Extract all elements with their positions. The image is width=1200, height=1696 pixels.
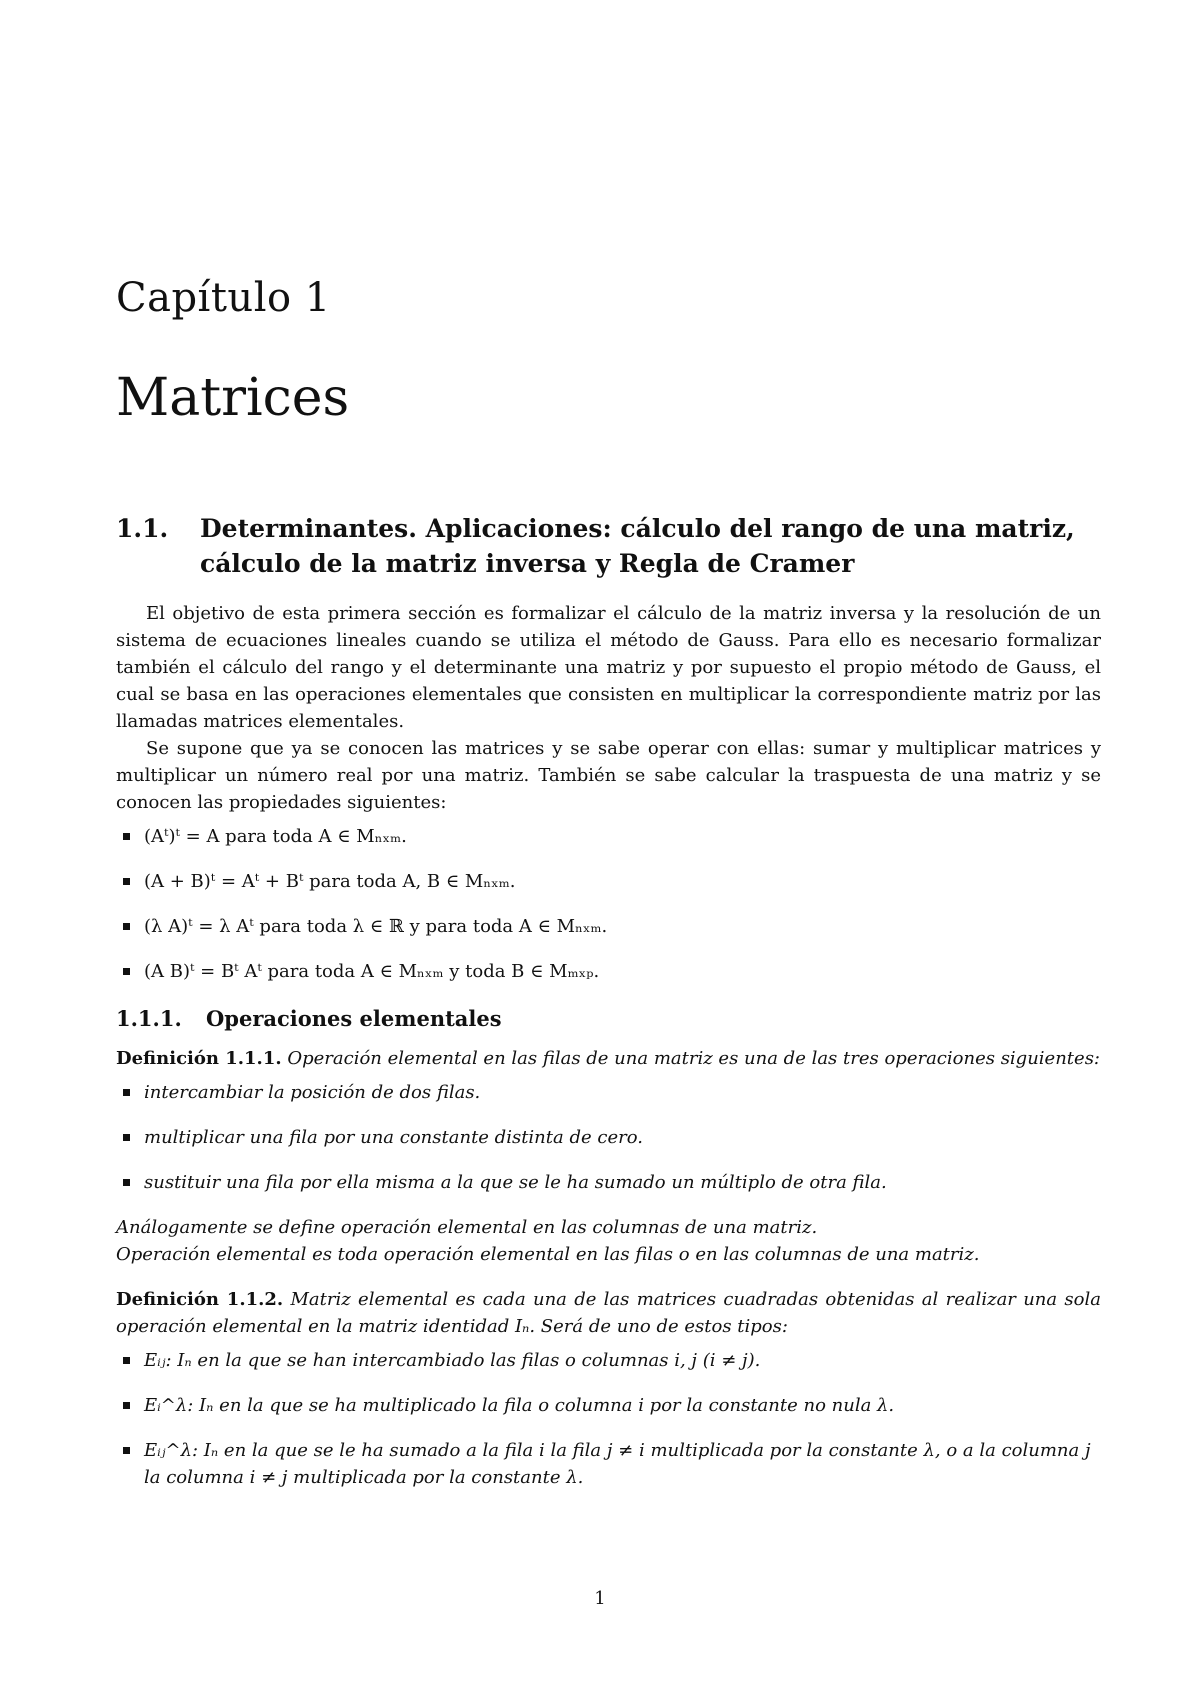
chapter-label: Capítulo 1 xyxy=(116,275,331,321)
property-text: (λ A)ᵗ = λ Aᵗ para toda λ ∈ ℝ y para toda A ∈ Mₙₓₘ. xyxy=(144,916,608,937)
paragraph: Se supone que ya se conocen las matrices y se sabe operar con ellas: sumar y multiplicar matrices y multiplicar un número real por una matriz. También se sabe calcular la traspuesta de una matriz y se conocen las propiedades siguientes: xyxy=(116,738,1101,813)
bullet-icon xyxy=(123,1402,130,1409)
section-heading xyxy=(116,511,1101,581)
property-text: (A + B)ᵗ = Aᵗ + Bᵗ para toda A, B ∈ Mₙₓₘ. xyxy=(144,871,516,892)
subsection-title: Operaciones elementales xyxy=(206,1006,502,1031)
item-text: intercambiar la posición de dos filas. xyxy=(144,1082,481,1103)
definition-note: Análogamente se define operación elemental en las columnas de una matriz. xyxy=(116,1217,818,1238)
bullet-icon xyxy=(123,1447,130,1454)
bullet-icon xyxy=(123,968,130,975)
definition-label: Definición 1.1.1. xyxy=(116,1048,282,1069)
definition-text: Operación elemental en las filas de una matriz es una de las tres operaciones siguientes: xyxy=(287,1048,1100,1069)
definition-1-list xyxy=(116,1079,1101,1196)
bullet-icon xyxy=(123,1357,130,1364)
definition-text: Matriz elemental es cada una de las matrices cuadradas obtenidas al realizar una sola operación elemental en la matriz identidad Iₙ. Será de uno de estos tipos: xyxy=(116,1289,1101,1337)
property-text: (Aᵗ)ᵗ = A para toda A ∈ Mₙₓₘ. xyxy=(144,826,407,847)
item-text: sustituir una fila por ella misma a la que se le ha sumado un múltiplo de otra fila. xyxy=(144,1172,887,1193)
list-item xyxy=(116,1347,1101,1374)
chapter-title: Matrices xyxy=(116,368,350,428)
list-item xyxy=(116,1079,1101,1106)
section-title: Determinantes. Aplicaciones: cálculo del rango de una matriz, cálculo de la matriz inversa y Regla de Cramer xyxy=(200,514,1075,578)
subsection-number: 1.1.1. xyxy=(116,1006,182,1031)
subsection-heading xyxy=(116,1005,1101,1033)
bullet-icon xyxy=(123,1134,130,1141)
property-text: (A B)ᵗ = Bᵗ Aᵗ para toda A ∈ Mₙₓₘ y toda B ∈ Mₘₓₚ. xyxy=(144,961,600,982)
body-text xyxy=(116,600,1101,1509)
paragraph: El objetivo de esta primera sección es formalizar el cálculo de la matriz inversa y la resolución de un sistema de ecuaciones lineales cuando se utiliza el método de Gauss. Para ello es necesario formalizar también el cálculo del rango y el determinante una matriz y por supuesto el propio método de Gauss, el cual se basa en las operaciones elementales que consisten en multiplicar la correspondiente matriz por las llamadas matrices elementales. xyxy=(116,603,1101,732)
list-item xyxy=(116,823,1101,850)
list-item xyxy=(116,958,1101,985)
list-item xyxy=(116,1169,1101,1196)
bullet-icon xyxy=(123,923,130,930)
list-item xyxy=(116,913,1101,940)
item-text: Eᵢⱼ^λ: Iₙ en la que se le ha sumado a la fila i la fila j ≠ i multiplicada por la constante λ, o a la columna j la columna i ≠ j multiplicada por la constante λ. xyxy=(144,1440,1091,1488)
definition-2 xyxy=(116,1286,1101,1340)
bullet-icon xyxy=(123,1089,130,1096)
bullet-icon xyxy=(123,878,130,885)
definition-label: Definición 1.1.2. xyxy=(116,1289,284,1310)
list-item xyxy=(116,1437,1101,1491)
item-text: Eᵢⱼ: Iₙ en la que se han intercambiado las filas o columnas i, j (i ≠ j). xyxy=(144,1350,761,1371)
definition-1 xyxy=(116,1045,1101,1072)
bullet-icon xyxy=(123,1179,130,1186)
list-item xyxy=(116,1124,1101,1151)
list-item xyxy=(116,1392,1101,1419)
properties-list xyxy=(116,823,1101,985)
definition-2-list xyxy=(116,1347,1101,1491)
list-item xyxy=(116,868,1101,895)
item-text: Eᵢ^λ: Iₙ en la que se ha multiplicado la fila o columna i por la constante no nula λ. xyxy=(144,1395,895,1416)
bullet-icon xyxy=(123,833,130,840)
item-text: multiplicar una fila por una constante distinta de cero. xyxy=(144,1127,643,1148)
section-number: 1.1. xyxy=(116,514,169,543)
page-number: 1 xyxy=(594,1588,606,1609)
definition-note: Operación elemental es toda operación elemental en las filas o en las columnas de una matriz. xyxy=(116,1244,980,1265)
